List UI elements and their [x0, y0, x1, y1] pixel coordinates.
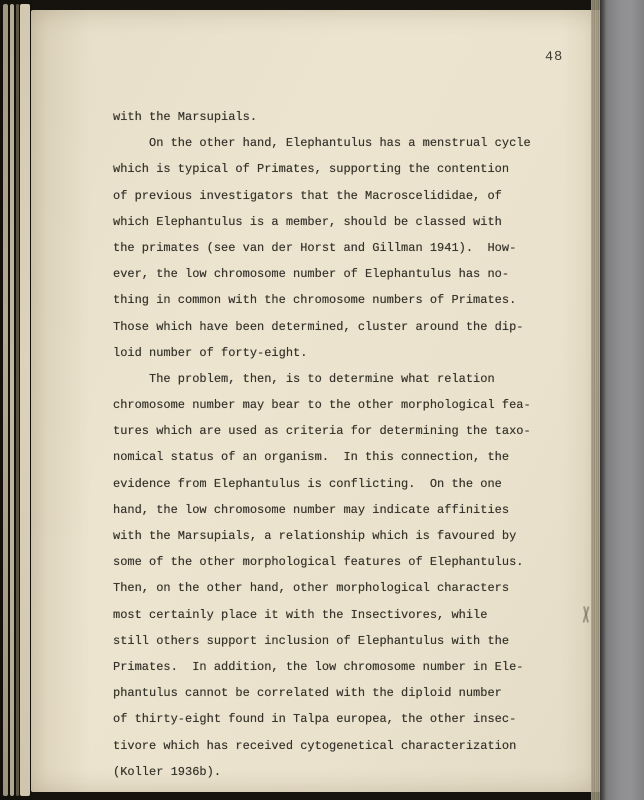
text-line: thing in common with the chromosome numbers of Primates.: [113, 293, 517, 308]
document-page: [31, 10, 601, 792]
page-number: 48: [544, 49, 564, 66]
text-line: of thirty-eight found in Talpa europea, the other insec-: [113, 712, 517, 727]
text-line: phantulus cannot be correlated with the diploid number: [113, 686, 502, 701]
text-line: The problem, then, is to determine what relation: [113, 371, 495, 386]
text-line: Primates. In addition, the low chromosome number in Ele-: [113, 659, 524, 674]
text-line: hand, the low chromosome number may indicate affinities: [113, 502, 510, 517]
text-line: chromosome number may bear to the other morphological fea-: [113, 398, 531, 413]
stacked-page-edges-left: [0, 0, 32, 800]
text-line: with the Marsupials, a relationship which is favoured by: [113, 529, 517, 543]
text-line: still others support inclusion of Elephantulus with the: [113, 633, 510, 648]
typed-text: [113, 104, 543, 785]
text-line: tures which are used as criteria for determining the taxo-: [113, 424, 531, 439]
page-edge-strip: [20, 4, 30, 796]
text-line: ever, the low chromosome number of Elephantulus has no-: [113, 267, 510, 282]
book-cover-spine: [600, 0, 644, 800]
page-edge-strip: [10, 4, 14, 796]
text-line: (Koller 1936b).: [113, 764, 222, 779]
text-line: loid number of forty-eight.: [113, 345, 308, 360]
text-line: tivore which has received cytogenetical characterization: [113, 738, 517, 753]
text-line: On the other hand, Elephantulus has a menstrual cycle: [113, 136, 531, 151]
text-line: of previous investigators that the Macroscelididae, of: [113, 188, 502, 203]
text-line: some of the other morphological features of Elephantulus.: [113, 555, 524, 570]
text-line: the primates (see van der Horst and Gillman 1941). How-: [113, 240, 517, 255]
text-line: nomical status of an organism. In this connection, the: [113, 450, 510, 465]
text-line: with the Marsupials.: [113, 110, 258, 124]
page-edge-strip: [3, 4, 8, 796]
text-line: which is typical of Primates, supporting the contention: [113, 162, 510, 177]
text-line: which Elephantulus is a member, should be classed with: [113, 214, 502, 229]
text-line: Those which have been determined, cluster around the dip-: [113, 319, 524, 334]
page-edge-strip: [16, 4, 19, 796]
text-line: most certainly place it with the Insectivores, while: [113, 607, 488, 622]
text-line: Then, on the other hand, other morphological characters: [113, 581, 510, 596]
text-line: evidence from Elephantulus is conflicting. On the one: [113, 476, 502, 491]
